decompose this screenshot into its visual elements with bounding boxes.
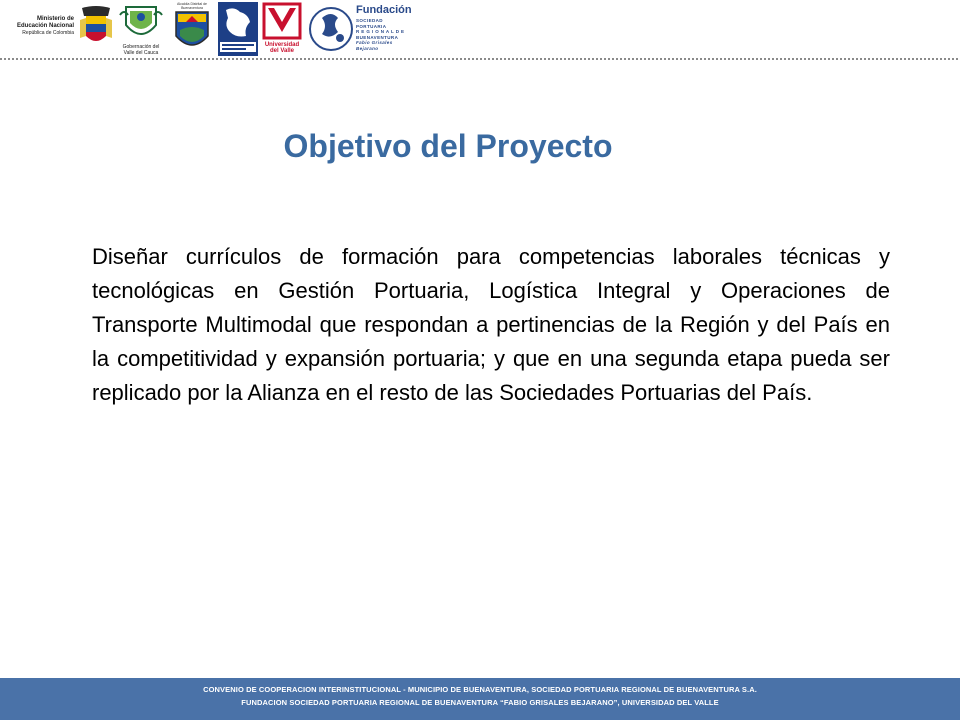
mineducacion-line3: República de Colombia: [22, 30, 74, 36]
fundacion-line1: SOCIEDAD PORTUARIA: [356, 18, 387, 29]
gobernacion-line2: Valle del Cauca: [123, 50, 159, 56]
fundacion-line3: BUENAVENTURA: [356, 34, 399, 40]
header-divider: [0, 58, 960, 60]
univalle-line1: Universidad: [264, 42, 300, 48]
municipio-caption: Alcaldía Distrital de Buenaventura: [177, 2, 207, 10]
logo-header: [0, 0, 960, 60]
mineducacion-line2: Educación Nacional: [16, 23, 74, 29]
fundacion-logo: [308, 2, 412, 56]
univalle-text: [260, 42, 304, 54]
sociedad-portuaria-map-icon: [218, 2, 258, 56]
fundacion-title: Fundación: [356, 4, 412, 16]
buenaventura-shield-icon: [170, 8, 214, 56]
valle-shield-icon: [118, 3, 164, 43]
footer-banner: [0, 678, 960, 720]
objective-paragraph: Diseñar currículos de formación para competencias laborales técnicas y tecnológicas en Gestión Portuaria, Logística Integral y Operaciones de Transporte Multimodal que respondan a pertinencias de la Región y del País en la competitividad y expansión portuaria; y que en una segunda etapa pueda ser replicado por la Alianza en el resto de las Sociedades Portuarias del País.: [92, 244, 890, 405]
sociedad-portuaria-logo: [218, 2, 258, 56]
univalle-emblem-icon: [260, 2, 304, 40]
fundacion-line2: R E G I O N A L D E: [356, 29, 405, 34]
mineducacion-line1: Ministerio de: [36, 16, 74, 22]
fundacion-line4: Fabio Grisales Bejarano: [356, 40, 393, 51]
colombia-coat-of-arms-icon: [78, 6, 114, 48]
fundacion-subtitle: [356, 18, 412, 51]
gobernacion-text: [118, 44, 164, 56]
univalle-line2: del Valle: [269, 48, 294, 54]
footer-line-2: FUNDACION SOCIEDAD PORTUARIA REGIONAL DE BUENAVENTURA “FABIO GRISALES BEJARANO”, UNIVERSIDAD DEL VALLE: [241, 698, 719, 707]
fundacion-emblem-icon: [308, 6, 354, 52]
gobernacion-valle-logo: [118, 3, 164, 57]
buenaventura-municipio-logo: [170, 2, 214, 56]
footer-line-1: CONVENIO DE COOPERACION INTERINSTITUCIONAL - MUNICIPIO DE BUENAVENTURA, SOCIEDAD PORTUARIA REGIONAL DE BUENAVENTURA S.A.: [203, 685, 757, 694]
slide-title: Objetivo del Proyecto: [283, 128, 613, 164]
gobernacion-line1: Gobernación del: [122, 44, 160, 50]
univalle-logo: [260, 2, 304, 58]
mineducacion-text: [4, 16, 74, 37]
mineducacion-logo: [4, 6, 116, 50]
